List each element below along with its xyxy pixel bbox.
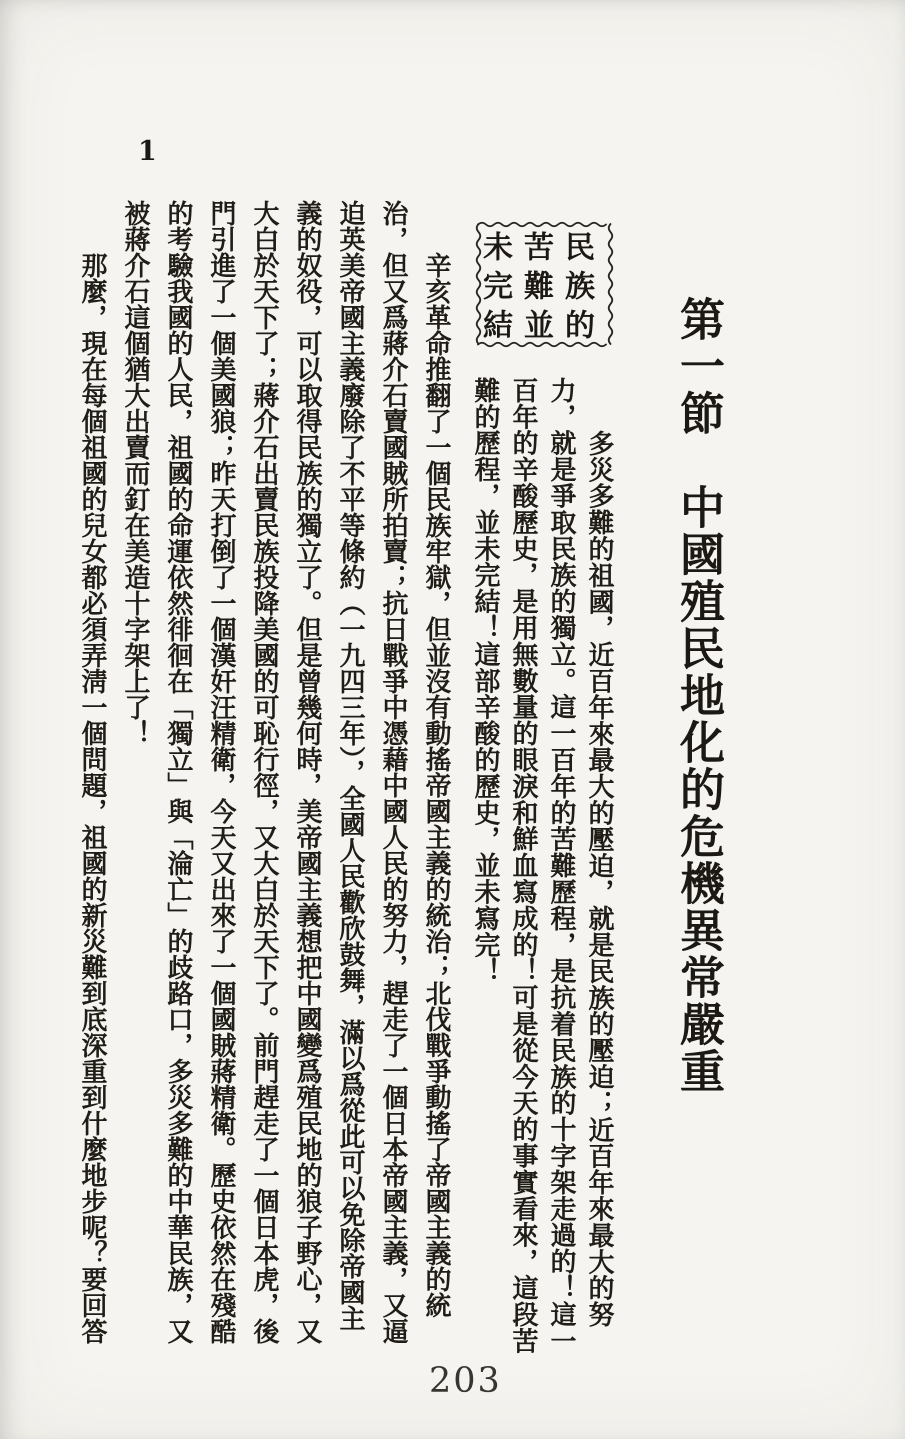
text-column-1: 多災多難的祖國，近百年來最大的壓迫，就是民族的壓迫；近百年來最大的努 (585, 430, 614, 1328)
text-column-8: 義的奴役，可以取得民族的獨立了。但是曾幾何時，美帝國主義想把中國變爲殖民地的狼子野心，又 (293, 200, 322, 1344)
boxed-note-column: 民族的 (560, 231, 593, 348)
text-column-10: 門引進了一個美國狼；昨天打倒了一個漢奸汪精衛，今天又出來了一個國賊蔣精衛。歷史依然在殘酷 (207, 200, 236, 1344)
text-column-12: 被蔣介石這個猶大出賣而釘在美造十字架上了！ (121, 200, 150, 746)
text-column-9: 大白於天下了；蔣介石出賣民族投降美國的可恥行徑，又大白於天下了。前門趕走了一個日本虎，後 (250, 200, 279, 1344)
text-column-6: 治，但又爲蔣介石賣國賊所拍賣；抗日戰爭中憑藉中國人民的努力，趕走了一個日本帝國主義，又逼 (379, 200, 408, 1344)
boxed-note (474, 220, 615, 349)
boxed-note-column: 未完結 (478, 231, 511, 348)
text-column-3: 百年的辛酸歷史，是用無數量的眼淚和鮮血寫成的！可是從今天的事實看來，這段苦 (509, 377, 538, 1354)
text-column-2: 力，就是爭取民族的獨立。這一百年的苦難歷程，是抗着民族的十字架走過的！這一 (547, 377, 576, 1354)
text-column-13: 那麼，現在每個祖國的兒女都必須弄淸一個問題，祖國的新災難到底深重到什麼地步呢？要回答 (78, 252, 107, 1344)
boxed-note-column: 苦難並 (519, 231, 552, 348)
text-column-4: 難的歷程，並未完結！這部辛酸的歷史，並未寫完！ (471, 377, 500, 985)
page-number: 203 (429, 1361, 502, 1401)
section-title: 第一節 中國殖民地化的危機異常嚴重 (673, 296, 723, 1095)
text-column-5: 辛亥革命推翻了一個民族牢獄，但並沒有動搖帝國主義的統治；北伐戰爭動搖了帝國主義的統 (422, 252, 451, 1318)
leaf-number: 1 (138, 136, 157, 167)
text-column-7: 迫英美帝國主義廢除了不平等條約（一九四三年），全國人民歡欣鼓舞，滿以爲從此可以免除帝國主 (336, 200, 365, 1331)
boxed-note-text (474, 231, 597, 348)
text-column-11: 的考驗我國的人民，祖國的命運依然徘徊在「獨立」與「淪亡」的歧路口，多災多難的中華民族，又 (164, 200, 193, 1344)
